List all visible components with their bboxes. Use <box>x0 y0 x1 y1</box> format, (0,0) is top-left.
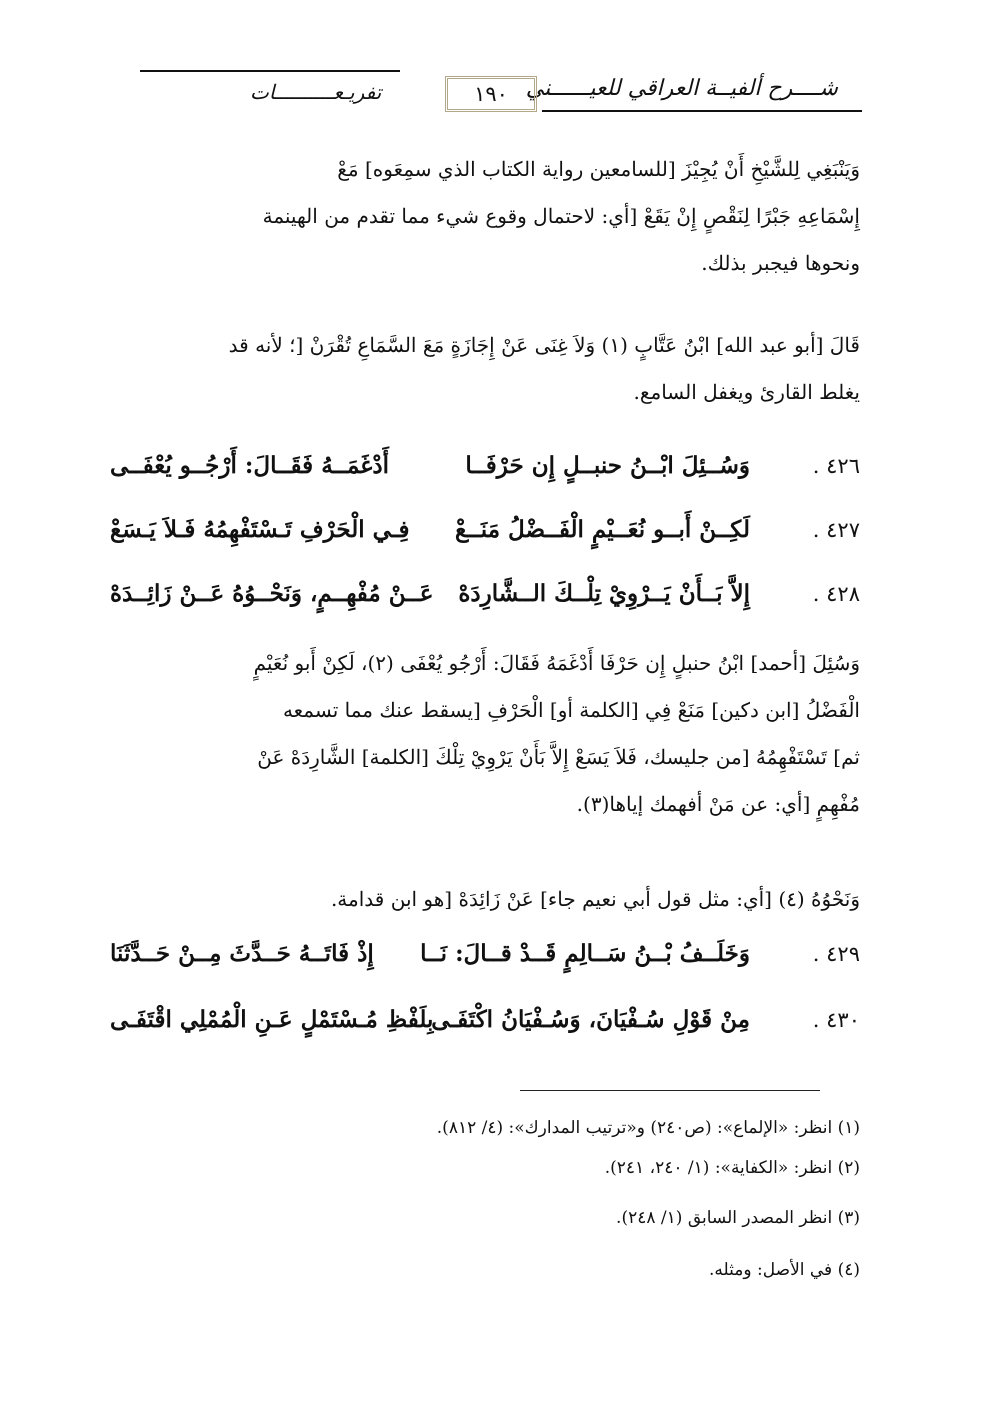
paragraph-line: وَسُئِلَ [أحمد] ابْنُ حنبلٍ إِن حَرْفَا أَدْغَمَهُ فَقَالَ: أَرْجُو يُعْفَى (٢)، لَكِنْ أَبو نُعَيْمٍ <box>253 651 860 675</box>
verse-first-hemistich: لَكِــنْ أَبــو نُعَــيْمٍ الْفَــضْلُ مَنَــعْ <box>455 516 750 543</box>
section-title: تفريـعــــــــــات <box>250 80 382 104</box>
footnote-1: (١) انظر: «الإلماع»: (ص٢٤٠) و«ترتيب المدارك»: (٤/ ٨١٢). <box>436 1118 860 1138</box>
verse-row <box>110 574 860 620</box>
verse-number: ٤٣٠ . <box>812 1008 860 1032</box>
verse-second-hemistich: عَــنْ مُفْهِــمٍ، وَنَحْــوُهُ عَــنْ زَائِــدَهْ <box>110 580 434 607</box>
verse-row <box>110 934 860 980</box>
verse-second-hemistich: فِـي الْحَرْفِ تَـسْتَفْهِمُهُ فَـلاَ يَـسَعْ <box>110 516 410 543</box>
paragraph-line: وَنَحْوُهُ (٤) [أي: مثل قول أبي نعيم جاء] عَنْ زَائِدَهْ [هو ابن قدامة. <box>330 887 860 911</box>
verse-row <box>110 446 860 492</box>
verse-number: ٤٢٨ . <box>812 582 860 606</box>
commentary-paragraph-2 <box>140 322 860 416</box>
verse-first-hemistich: إِلاَّ بَــأَنْ يَــرْوِيْ تِلْــكَ الــشَّارِدَهْ <box>458 580 750 607</box>
verse-first-hemistich: مِنْ قَوْلِ سُـفْيَانَ، وَسُـفْيَانُ اكْتَفَـى <box>431 1006 750 1033</box>
verse-row <box>110 1000 860 1046</box>
paragraph-line: وَيَنْبَغِي لِلشَّيْخِ أَنْ يُجِيْزَ [للسامعين رواية الكتاب الذي سمِعَوه] مَعْ <box>337 157 860 181</box>
commentary-paragraph-1 <box>140 146 860 287</box>
verse-second-hemistich: بِلَفْظِ مُـسْتَمْلٍ عَـنِ الْمُمْلِي اقْتَفَـى <box>110 1006 434 1033</box>
verse-second-hemistich: إِذْ فَاتَــهُ حَــدَّثَ مِــنْ حَــدَّثَنَا <box>110 940 374 967</box>
commentary-paragraph-4 <box>140 876 860 923</box>
footnote-4: (٤) في الأصل: ومثله. <box>709 1260 860 1280</box>
verse-number: ٤٢٩ . <box>812 942 860 966</box>
verse-number: ٤٢٦ . <box>812 454 860 478</box>
paragraph-line: الْفَضْلُ [ابن دكين] مَنَعْ فِي [الكلمة أو] الْحَرْفِ [يسقط عنك مما تسمعه <box>282 698 860 722</box>
paragraph-line: ثم] تَسْتَفْهِمُهُ [من جليسك، فَلاَ يَسَعْ إِلاَّ بَأَنْ يَرْوِيْ تِلْكَ [الكلمة] الشَّارِدَهْ عَنْ <box>257 745 860 769</box>
paragraph-line: إِسْمَاعِهِ جَبْرًا لِنَقْصٍ إِنْ يَقَعْ [أي: لاحتمال وقوع شيء مما تقدم من الهينمة <box>262 204 860 228</box>
running-header <box>140 62 862 114</box>
header-rule-top <box>140 70 400 72</box>
paragraph-line: ونحوها فيجبر بذلك. <box>701 251 860 275</box>
paragraph-line: يغلط القارئ ويغفل السامع. <box>633 380 860 404</box>
verse-second-hemistich: أَدْغَمَــهُ فَقَــالَ: أَرْجُــو يُعْفَــى <box>110 452 389 479</box>
book-title: شــــرح ألفيــة العراقي للعيــــــني <box>525 76 838 101</box>
verse-row <box>110 510 860 556</box>
footnote-separator <box>520 1090 820 1091</box>
paragraph-line: مُفْهِمٍ [أي: عن مَنْ أفهمك إياها(٣). <box>576 792 860 816</box>
header-rule-bottom <box>542 110 862 112</box>
verse-first-hemistich: وَخَلَــفُ بْــنُ سَــالِمٍ قَــدْ قــالَ: نَــا <box>420 940 750 967</box>
verse-first-hemistich: وَسُــئِلَ ابْــنُ حنبــلٍ إِن حَرْفَــا <box>465 452 750 479</box>
commentary-paragraph-3 <box>140 640 860 828</box>
footnote-2: (٢) انظر: «الكفاية»: (١/ ٢٤٠، ٢٤١). <box>604 1158 860 1178</box>
paragraph-line: قَالَ [أبو عبد الله] ابْنُ عَتَّابٍ (١) وَلاَ غِنَى عَنْ إِجَازَةٍ مَعَ السَّمَاعِ تُقْرَنْ [؛ لأنه قد <box>228 333 860 357</box>
verse-number: ٤٢٧ . <box>812 518 860 542</box>
page-number: ١٩٠ <box>445 76 537 112</box>
footnote-3: (٣) انظر المصدر السابق (١/ ٢٤٨). <box>616 1208 860 1228</box>
